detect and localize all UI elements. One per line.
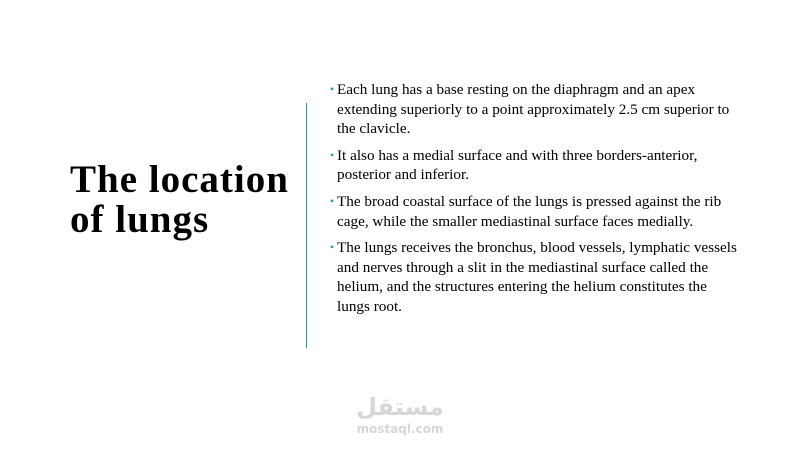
bullet-text: Each lung has a base resting on the diaphragm and an apex extending superiorly to a point approximately 2.5 cm superior to the clavicle. xyxy=(337,81,730,138)
bullet-dot-icon: • xyxy=(330,193,335,208)
watermark-latin: mostaql.com xyxy=(356,422,444,436)
slide-title: The location of lungs xyxy=(70,158,289,241)
bullet-item xyxy=(330,146,740,185)
bullet-text: It also has a medial surface and with three borders-anterior, posterior and inferior. xyxy=(337,146,698,184)
watermark xyxy=(340,392,460,436)
bullet-dot-icon: • xyxy=(330,240,335,255)
bullet-text: The broad coastal surface of the lungs is pressed against the rib cage, while the smaller mediastinal surface faces medially. xyxy=(337,192,722,230)
bullet-item xyxy=(330,238,740,316)
vertical-divider xyxy=(306,103,307,348)
watermark-arabic: مستقل xyxy=(356,393,444,421)
bullet-item xyxy=(330,80,740,139)
bullet-item xyxy=(330,192,740,231)
bullet-text: The lungs receives the bronchus, blood vessels, lymphatic vessels and nerves through a slit in the mediastinal surface called the helium, and the structures entering the helium constitutes the lungs root. xyxy=(337,239,737,315)
bullet-list xyxy=(330,80,740,324)
bullet-dot-icon: • xyxy=(330,147,335,162)
bullet-dot-icon: • xyxy=(330,82,335,96)
